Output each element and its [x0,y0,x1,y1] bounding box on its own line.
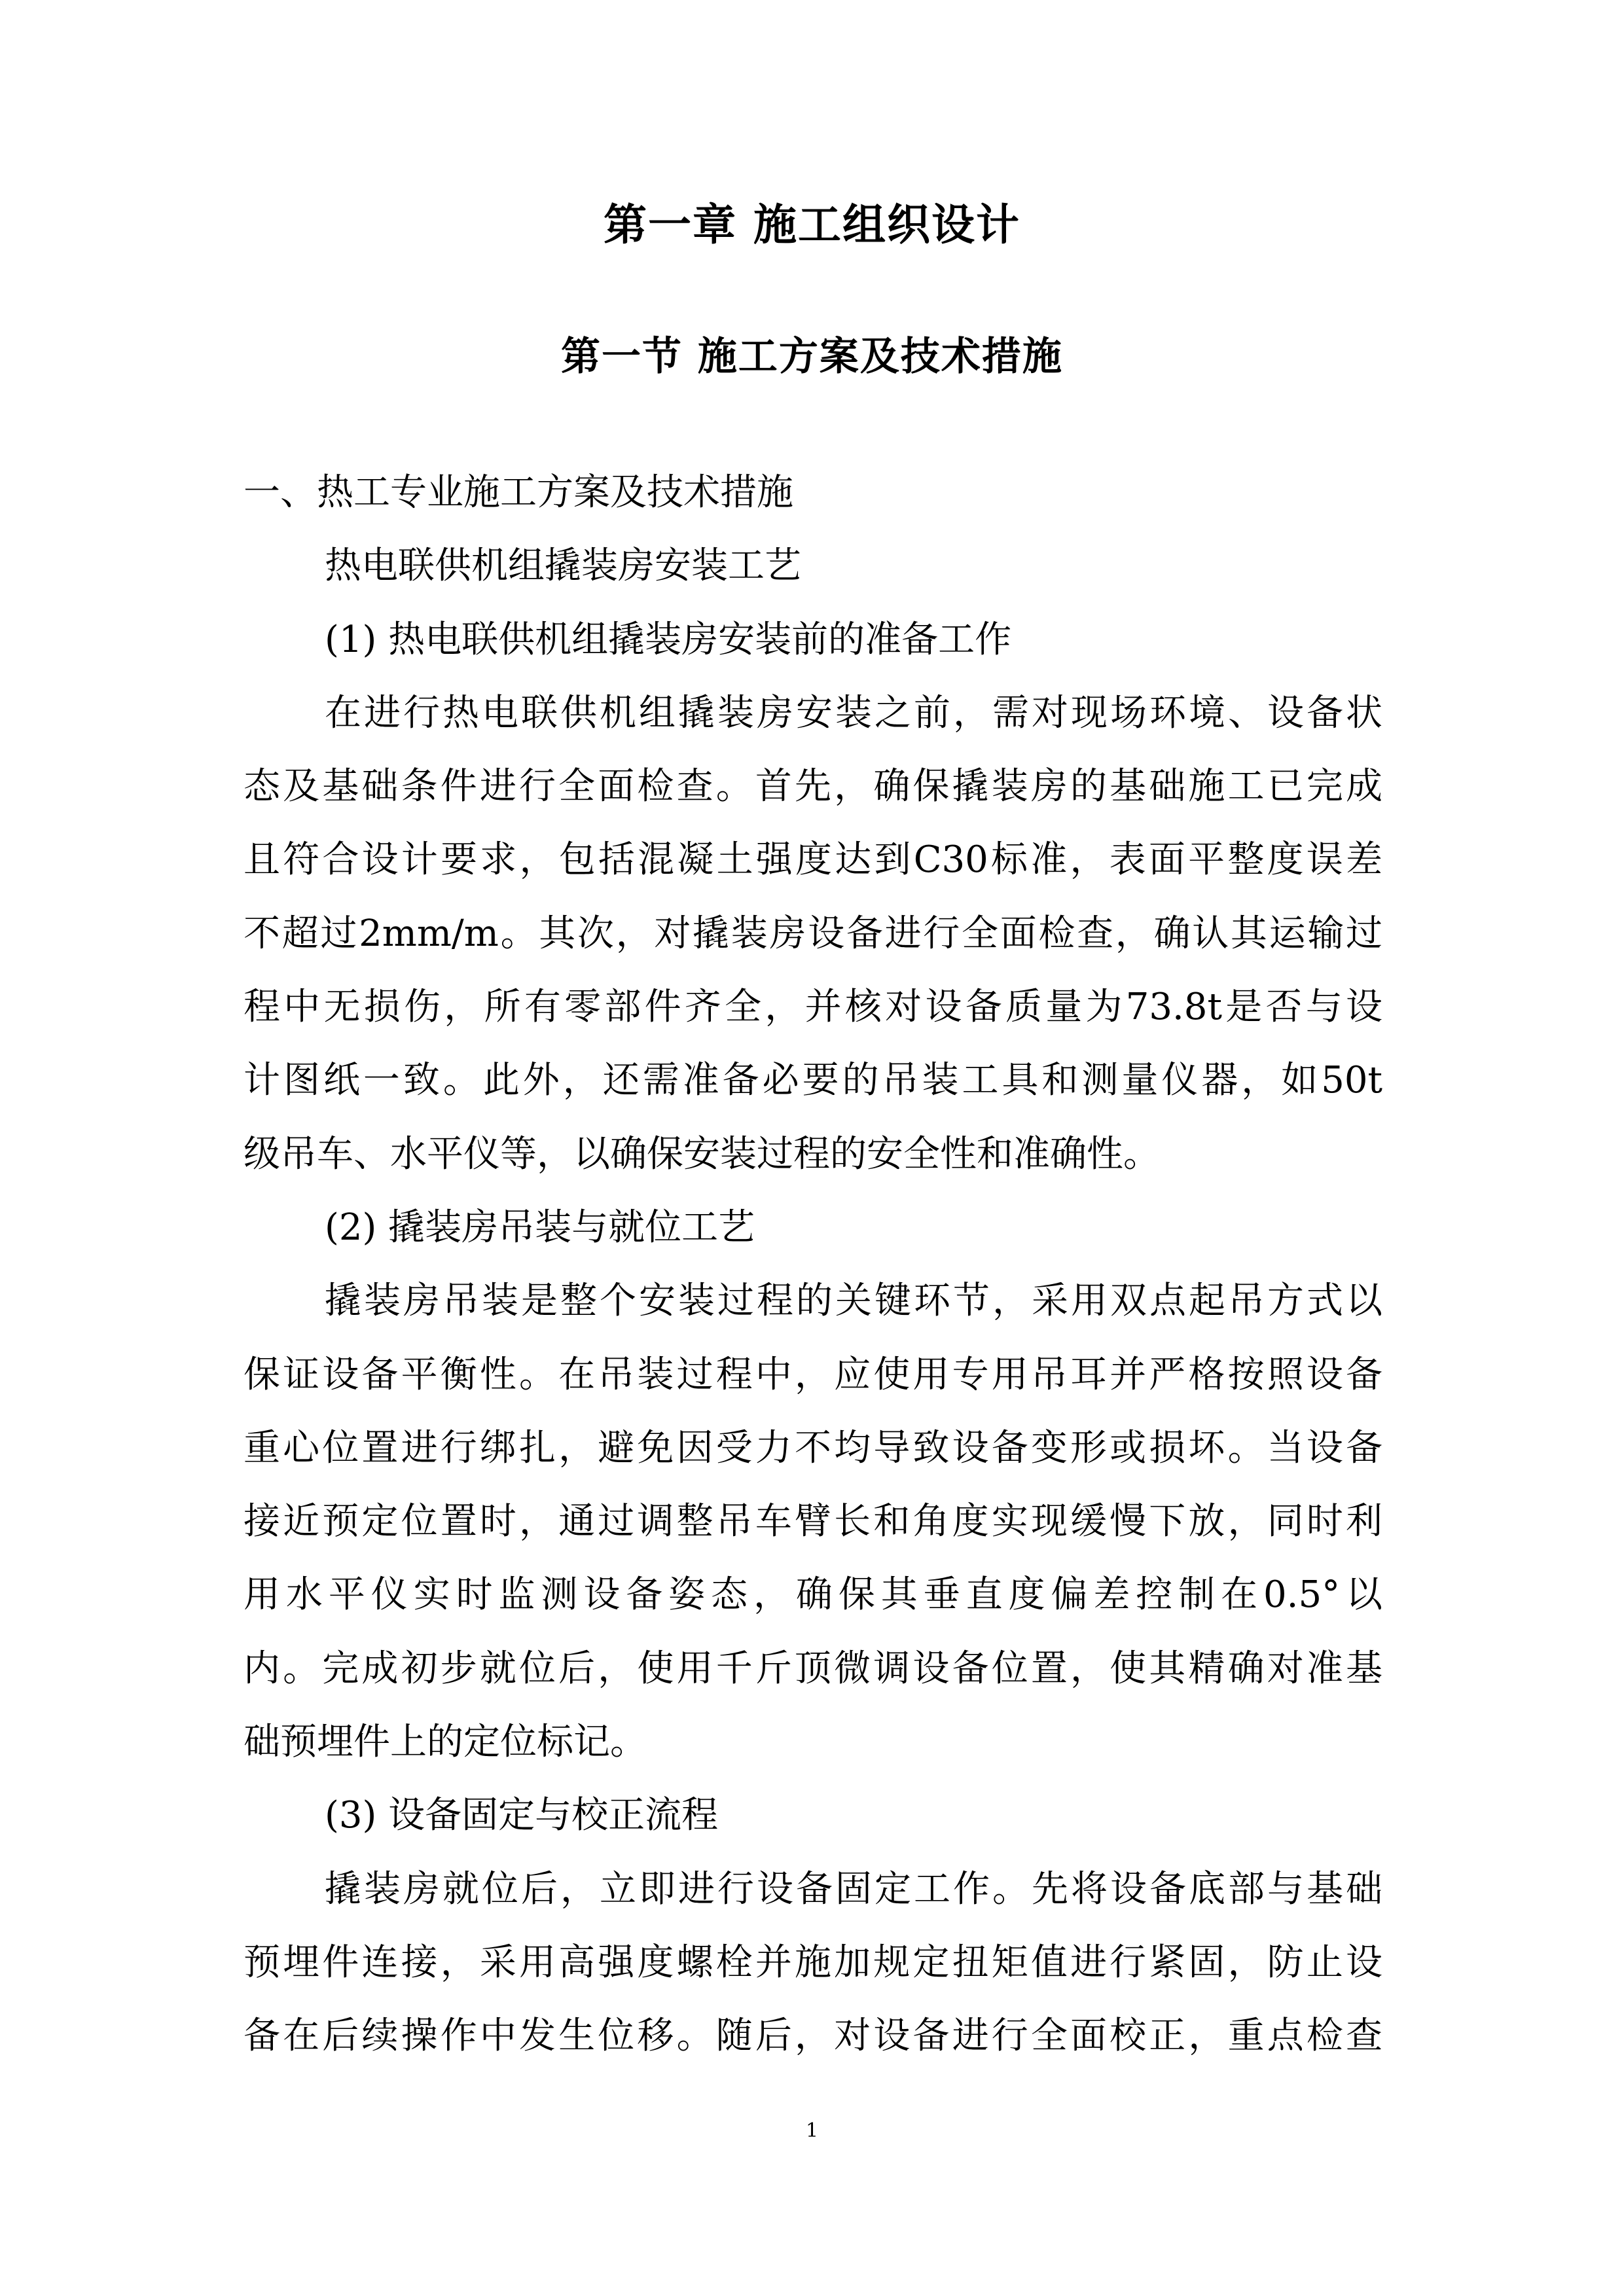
text-line: 用水平仪实时监测设备姿态，确保其垂直度偏差控制在0.5°以 [244,1573,1382,1617]
text-line: 级吊车、水平仪等，以确保安装过程的安全性和准确性。 [244,1132,1160,1175]
text-line: 计图纸一致。此外，还需准备必要的吊装工具和测量仪器，如50t [244,1059,1382,1102]
text-line: 础预埋件上的定位标记。 [244,1721,647,1764]
page-number: 1 [805,2119,819,2142]
text-line: 重心位置进行绑扎，避免因受力不均导致设备变形或损坏。当设备 [244,1426,1382,1469]
chapter-title: 第一章 施工组织设计 [604,199,1020,250]
text-line: 接近预定位置时，通过调整吊车臂长和角度实现缓慢下放，同时利 [244,1500,1382,1543]
text-line: 撬装房吊装是整个安装过程的关键环节，采用双点起吊方式以 [325,1280,1382,1323]
text-line: (3) 设备固定与校正流程 [325,1794,719,1837]
document-body [244,456,1382,2073]
text-line: 备在后续操作中发生位移。随后，对设备进行全面校正，重点检查 [244,2015,1382,2058]
section-title: 第一节 施工方案及技术措施 [561,334,1063,380]
text-line: 一、热工专业施工方案及技术措施 [244,471,793,514]
text-line: 预埋件连接，采用高强度螺栓并施加规定扭矩值进行紧固，防止设 [244,1941,1382,1984]
text-line: (1) 热电联供机组撬装房安装前的准备工作 [325,618,1012,661]
text-line: (2) 撬装房吊装与就位工艺 [325,1206,755,1249]
text-line: 不超过2mm/m。其次，对撬装房设备进行全面检查，确认其运输过 [244,912,1382,955]
text-line: 内。完成初步就位后，使用千斤顶微调设备位置，使其精确对准基 [244,1647,1382,1690]
text-line: 热电联供机组撬装房安装工艺 [325,545,801,588]
text-line: 保证设备平衡性。在吊装过程中，应使用专用吊耳并严格按照设备 [244,1353,1382,1396]
text-line: 程中无损伤，所有零部件齐全，并核对设备质量为73.8t是否与设 [244,986,1382,1029]
text-line: 撬装房就位后，立即进行设备固定工作。先将设备底部与基础 [325,1867,1382,1910]
text-line: 在进行热电联供机组撬装房安装之前，需对现场环境、设备状 [325,691,1382,734]
text-line: 态及基础条件进行全面检查。首先，确保撬装房的基础施工已完成 [244,765,1382,808]
text-line: 且符合设计要求，包括混凝土强度达到C30标准，表面平整度误差 [244,838,1382,882]
